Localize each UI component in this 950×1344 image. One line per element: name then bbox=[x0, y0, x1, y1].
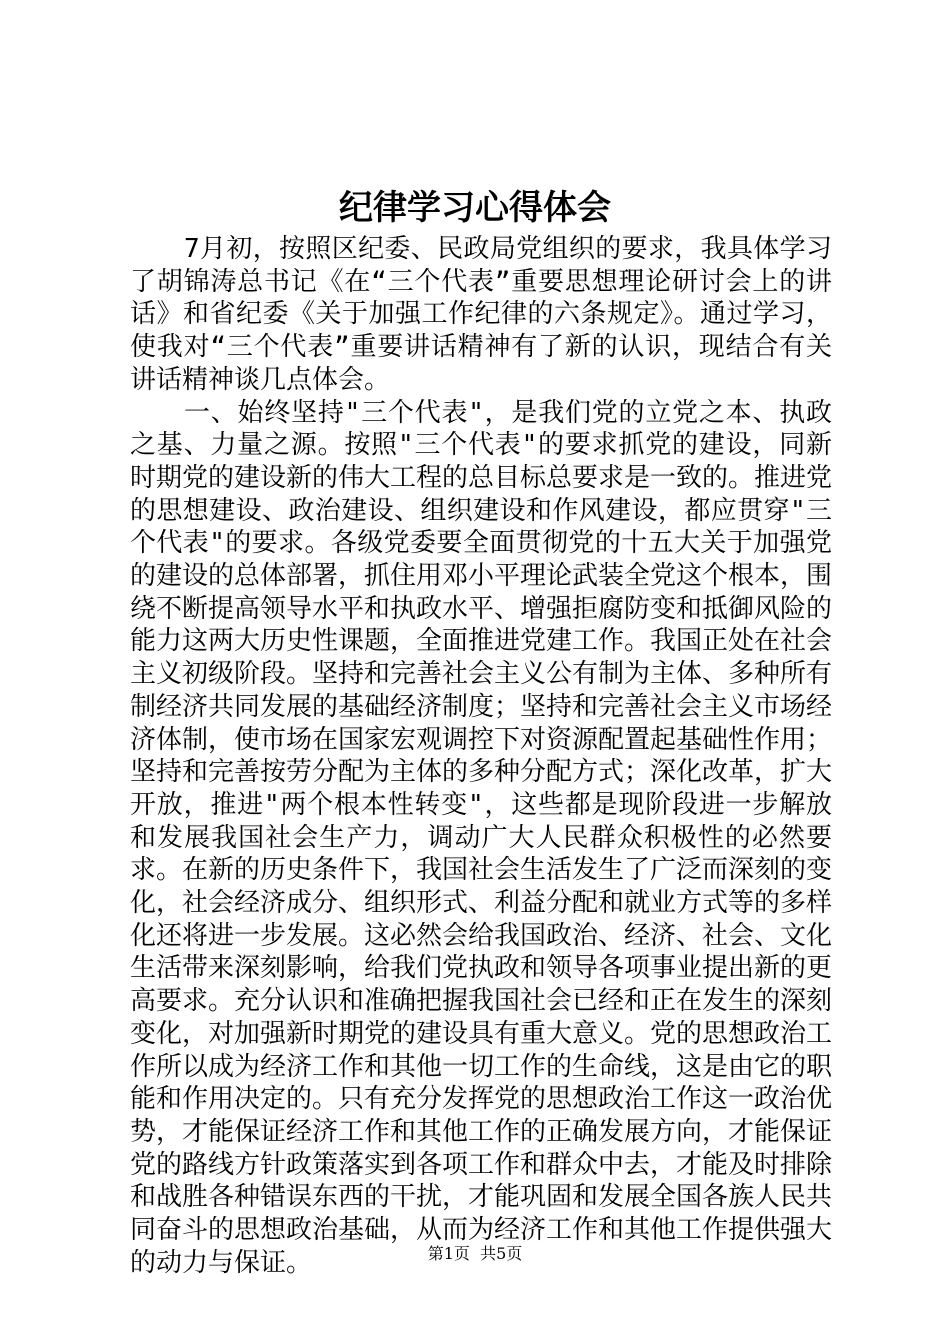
paragraph-section-one: 一、始终坚持"三个代表"，是我们党的立党之本、执政之基、力量之源。按照"三个代表"的要求抓党的建设，同新时期党的建设新的伟大工程的总目标总要求是一致的。推进党的思想建设、政治建设、组织建设和作风建设，都应贯穿"三个代表"的要求。各级党委要全面贯彻党的十五大关于加强党的建设的总体部署，抓住用邓小平理论武装全党这个根本，围绕不断提高领导水平和执政水平、增强拒腐防变和抵御风险的能力这两大历史性课题，全面推进党建工作。我国正处在社会主义初级阶段。坚持和完善社会主义公有制为主体、多种所有制经济共同发展的基础经济制度；坚持和完善社会主义市场经济体制，使市场在国家宏观调控下对资源配置起基础性作用；坚持和完善按劳分配为主体的多种分配方式；深化改革，扩大开放，推进"两个根本性转变"，这些都是现阶段进一步解放和发展我国社会生产力，调动广大人民群众积极性的必然要求。在新的历史条件下，我国社会生活发生了广泛而深刻的变化，社会经济成分、组织形式、利益分配和就业方式等的多样化还将进一步发展。这必然会给我国政治、经济、社会、文化生活带来深刻影响，给我们党执政和领导各项事业提出新的更高要求。充分认识和准确把握我国社会已经和正在发生的深刻变化，对加强新时期党的建设具有重大意义。党的思想政治工作所以成为经济工作和其他一切工作的生命线，这是由它的职能和作用决定的。只有充分发挥党的思想政治工作这一政治优势，才能保证经济工作和其他工作的正确发展方向，才能保证党的路线方针政策落实到各项工作和群众中去，才能及时排除和战胜各种错误东西的干扰，才能巩固和发展全国各族人民共同奋斗的思想政治基础，从而为经济工作和其他工作提供强大的动力与保证。 bbox=[130, 397, 833, 1278]
document-body bbox=[130, 233, 832, 1280]
page-footer bbox=[0, 1244, 950, 1264]
page-total: 共5页 bbox=[480, 1244, 523, 1263]
footer-separator bbox=[470, 1244, 480, 1263]
paragraph-intro: 7月初，按照区纪委、民政局党组织的要求，我具体学习了胡锦涛总书记《在“三个代表”重要思想理论研讨会上的讲话》和省纪委《关于加强工作纪律的六条规定》。通过学习，使我对“三个代表”重要讲话精神有了新的认识，现结合有关讲话精神谈几点体会。 bbox=[130, 234, 832, 395]
page-number: 第1页 bbox=[427, 1244, 470, 1263]
document-title: 纪律学习心得体会 bbox=[339, 188, 611, 228]
